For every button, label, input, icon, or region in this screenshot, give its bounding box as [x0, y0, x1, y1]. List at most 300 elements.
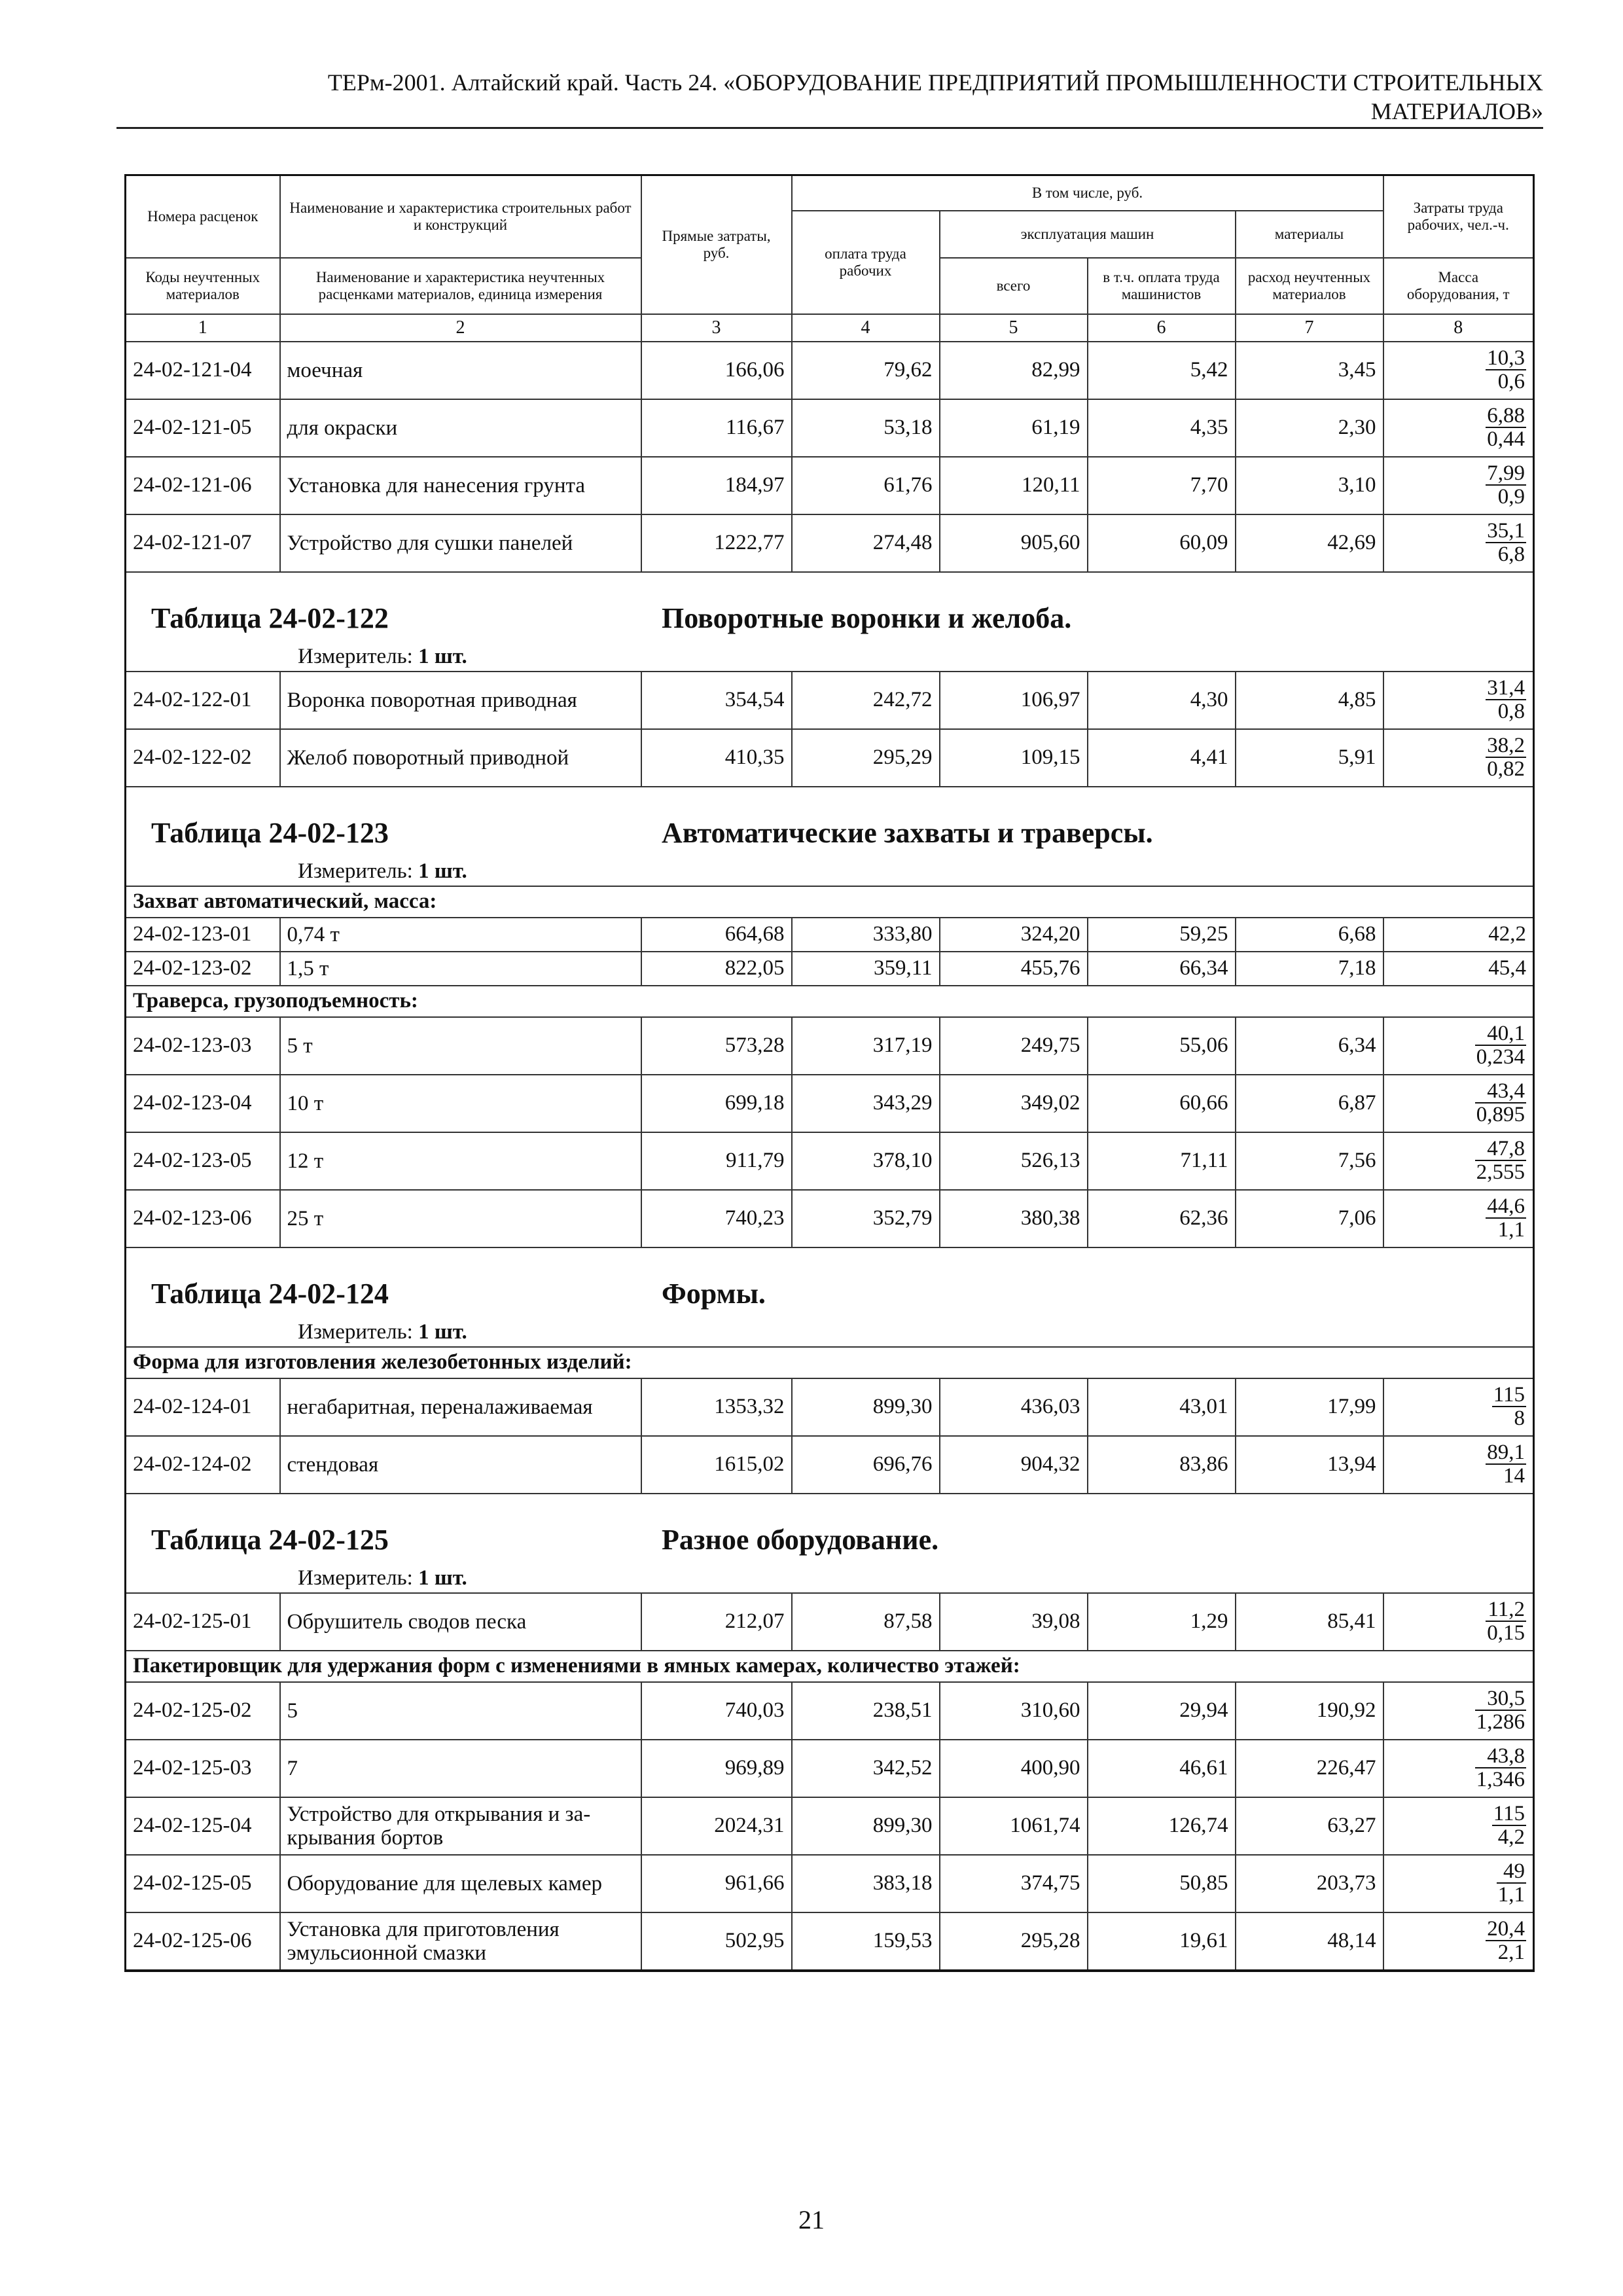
- group-heading: Траверса, грузоподъемность:: [126, 986, 1534, 1017]
- equipment-mass: 6,8: [1497, 542, 1525, 566]
- labor-hours: 20,4: [1487, 1916, 1525, 1941]
- materials: 63,27: [1236, 1797, 1383, 1855]
- table-row: [126, 729, 1534, 787]
- rate-code: 24-02-123-03: [126, 1017, 280, 1075]
- table-number: Таблица 24-02-125: [151, 1523, 389, 1556]
- materials: 3,10: [1236, 457, 1383, 514]
- table-title-cell: [126, 1247, 1534, 1347]
- machines-total: 526,13: [940, 1132, 1088, 1190]
- direct-costs: 969,89: [641, 1740, 792, 1797]
- table-row: [126, 1378, 1534, 1436]
- direct-costs: 166,06: [641, 342, 792, 399]
- table-row: [126, 918, 1534, 952]
- materials: 42,69: [1236, 514, 1383, 572]
- machines-wages: 71,11: [1088, 1132, 1236, 1190]
- machines-total: 324,20: [940, 918, 1088, 952]
- machines-total: 249,75: [940, 1017, 1088, 1075]
- col-number: 2: [280, 314, 641, 342]
- measure-unit: [298, 859, 467, 884]
- table-row: [126, 1075, 1534, 1132]
- machines-total: 349,02: [940, 1075, 1088, 1132]
- materials: 85,41: [1236, 1593, 1383, 1651]
- equipment-mass: 1,1: [1497, 1217, 1525, 1242]
- labor-hours: 35,1: [1487, 518, 1525, 543]
- labor-mass: [1383, 1075, 1534, 1132]
- rate-code: 24-02-125-04: [126, 1797, 280, 1855]
- work-name: Желоб поворотный приводной: [280, 729, 641, 787]
- wages: 53,18: [792, 399, 940, 457]
- machines-total: 310,60: [940, 1682, 1088, 1740]
- labor-mass: [1383, 1378, 1534, 1436]
- table-row: [126, 1017, 1534, 1075]
- col-machines: эксплуатация машин: [940, 211, 1236, 258]
- col-number: 1: [126, 314, 280, 342]
- machines-wages: 60,66: [1088, 1075, 1236, 1132]
- labor-mass: [1383, 1436, 1534, 1494]
- col-rate-number: Номера расценок: [126, 175, 280, 258]
- labor-hours: 115: [1493, 1801, 1525, 1825]
- measure-unit-value: 1 шт.: [418, 1319, 467, 1344]
- direct-costs: 573,28: [641, 1017, 792, 1075]
- work-name: 1,5 т: [280, 952, 641, 986]
- col-mass: Масса оборудования, т: [1383, 258, 1534, 314]
- materials: 6,87: [1236, 1075, 1383, 1132]
- wages: 61,76: [792, 457, 940, 514]
- labor-hours: 6,88: [1487, 403, 1525, 427]
- equipment-mass: 0,8: [1497, 699, 1525, 723]
- col-name-bottom: Наименование и характеристика неучтенных расценками материалов, единица измерения: [280, 258, 641, 314]
- work-name: 5 т: [280, 1017, 641, 1075]
- labor-mass-fraction: [1486, 677, 1526, 723]
- machines-total: 295,28: [940, 1912, 1088, 1971]
- materials: 5,91: [1236, 729, 1383, 787]
- machines-total: 82,99: [940, 342, 1088, 399]
- labor-hours: 31,4: [1487, 675, 1525, 700]
- wages: 352,79: [792, 1190, 940, 1247]
- labor-mass-fraction: [1475, 1687, 1526, 1733]
- materials: 13,94: [1236, 1436, 1383, 1494]
- table-number: Таблица 24-02-122: [151, 601, 389, 634]
- equipment-mass: 0,234: [1476, 1045, 1525, 1069]
- table-row: [126, 672, 1534, 729]
- labor-mass: [1383, 1912, 1534, 1971]
- labor-hours: 11,2: [1486, 1598, 1526, 1622]
- wages: 899,30: [792, 1797, 940, 1855]
- rate-code: 24-02-121-06: [126, 457, 280, 514]
- machines-wages: 1,29: [1088, 1593, 1236, 1651]
- table-name: Поворотные воронки и желоба.: [662, 601, 1072, 634]
- col-machines-wages: в т.ч. оплата труда машинистов: [1088, 258, 1236, 314]
- wages: 295,29: [792, 729, 940, 787]
- materials: 3,45: [1236, 342, 1383, 399]
- group-heading: Пакетировщик для удержания форм с изменениями в ямных камерах, количество этажей:: [126, 1651, 1534, 1682]
- machines-total: 106,97: [940, 672, 1088, 729]
- group-row: [126, 886, 1534, 918]
- col-direct-costs: Прямые затраты, руб.: [641, 175, 792, 314]
- header-line-2: МАТЕРИАЛОВ»: [1370, 98, 1543, 124]
- measure-unit-value: 1 шт.: [418, 859, 467, 883]
- measure-unit-label: Измеритель:: [298, 859, 413, 883]
- equipment-mass: 2,1: [1497, 1940, 1525, 1964]
- labor-mass-fraction: [1486, 404, 1526, 450]
- measure-unit-value: 1 шт.: [418, 644, 467, 668]
- direct-costs: 410,35: [641, 729, 792, 787]
- col-materials-usage: расход неучтенных материалов: [1236, 258, 1383, 314]
- table-row: [126, 1740, 1534, 1797]
- col-labor: Затраты труда рабочих, чел.-ч.: [1383, 175, 1534, 258]
- wages: 238,51: [792, 1682, 940, 1740]
- labor-mass-fraction: [1497, 1860, 1526, 1906]
- wages: 159,53: [792, 1912, 940, 1971]
- rate-code: 24-02-123-04: [126, 1075, 280, 1132]
- table-number: Таблица 24-02-124: [151, 1277, 389, 1310]
- equipment-mass: 2,555: [1476, 1160, 1525, 1184]
- rate-code: 24-02-125-02: [126, 1682, 280, 1740]
- col-number: 5: [940, 314, 1088, 342]
- labor-mass: [1383, 1797, 1534, 1855]
- machines-wages: 29,94: [1088, 1682, 1236, 1740]
- measure-unit-label: Измеритель:: [298, 1566, 413, 1590]
- direct-costs: 740,03: [641, 1682, 792, 1740]
- rate-code: 24-02-124-02: [126, 1436, 280, 1494]
- measure-unit: [298, 1320, 467, 1344]
- rate-code: 24-02-123-06: [126, 1190, 280, 1247]
- materials: 2,30: [1236, 399, 1383, 457]
- machines-wages: 66,34: [1088, 952, 1236, 986]
- table-title: [133, 1494, 1526, 1592]
- wages: 342,52: [792, 1740, 940, 1797]
- labor-mass-fraction: [1486, 520, 1526, 565]
- col-number: 7: [1236, 314, 1383, 342]
- rate-code: 24-02-123-05: [126, 1132, 280, 1190]
- wages: 899,30: [792, 1378, 940, 1436]
- col-wages: оплата труда рабочих: [792, 211, 940, 314]
- direct-costs: 961,66: [641, 1855, 792, 1912]
- table-row: [126, 1797, 1534, 1855]
- rate-code: 24-02-125-06: [126, 1912, 280, 1971]
- table-row: [126, 342, 1534, 399]
- labor-mass-fraction: [1486, 347, 1526, 393]
- labor-hours: 47,8: [1475, 1138, 1526, 1161]
- machines-wages: 19,61: [1088, 1912, 1236, 1971]
- work-name: 7: [280, 1740, 641, 1797]
- direct-costs: 822,05: [641, 952, 792, 986]
- table-row: [126, 514, 1534, 572]
- table-row: [126, 1436, 1534, 1494]
- header-divider: [116, 127, 1543, 129]
- machines-total: 380,38: [940, 1190, 1088, 1247]
- labor-mass-fraction: [1486, 734, 1526, 780]
- group-row: [126, 986, 1534, 1017]
- machines-wages: 7,70: [1088, 457, 1236, 514]
- machines-total: 120,11: [940, 457, 1088, 514]
- col-including: В том числе, руб.: [792, 175, 1383, 211]
- labor-mass-fraction: [1475, 1022, 1526, 1068]
- col-codes: Коды неучтенных материалов: [126, 258, 280, 314]
- materials: 203,73: [1236, 1855, 1383, 1912]
- wages: 79,62: [792, 342, 940, 399]
- table-number: Таблица 24-02-123: [151, 816, 389, 849]
- materials: 6,68: [1236, 918, 1383, 952]
- machines-total: 374,75: [940, 1855, 1088, 1912]
- work-name: негабаритная, переналаживаемая: [280, 1378, 641, 1436]
- table-row: [126, 1682, 1534, 1740]
- labor-mass-fraction: [1475, 1138, 1526, 1183]
- group-row: [126, 1651, 1534, 1682]
- materials: 7,56: [1236, 1132, 1383, 1190]
- measure-unit: [298, 1566, 467, 1590]
- equipment-mass: 8: [1514, 1406, 1525, 1430]
- table-title: [133, 1248, 1526, 1346]
- rate-code: 24-02-121-07: [126, 514, 280, 572]
- col-number: 3: [641, 314, 792, 342]
- wages: 359,11: [792, 952, 940, 986]
- table-row: [126, 399, 1534, 457]
- direct-costs: 740,23: [641, 1190, 792, 1247]
- rate-code: 24-02-123-02: [126, 952, 280, 986]
- table-row: [126, 1855, 1534, 1912]
- measure-unit: [298, 645, 467, 669]
- equipment-mass: 1,286: [1476, 1710, 1525, 1734]
- labor-hours: 44,6: [1487, 1194, 1525, 1218]
- labor-mass: [1383, 457, 1534, 514]
- wages: 274,48: [792, 514, 940, 572]
- machines-total: 455,76: [940, 952, 1088, 986]
- work-name: Воронка поворотная приводная: [280, 672, 641, 729]
- direct-costs: 184,97: [641, 457, 792, 514]
- direct-costs: 212,07: [641, 1593, 792, 1651]
- group-row: [126, 1347, 1534, 1378]
- table-title-row: [126, 1247, 1534, 1347]
- table-title-row: [126, 572, 1534, 672]
- col-number: 8: [1383, 314, 1534, 342]
- machines-wages: 59,25: [1088, 918, 1236, 952]
- rate-code: 24-02-125-03: [126, 1740, 280, 1797]
- materials: 6,34: [1236, 1017, 1383, 1075]
- group-heading: Захват автоматический, масса:: [126, 886, 1534, 918]
- table-row: [126, 1593, 1534, 1651]
- labor-mass: [1383, 514, 1534, 572]
- machines-total: 39,08: [940, 1593, 1088, 1651]
- labor-mass: [1383, 1740, 1534, 1797]
- table-title-cell: [126, 572, 1534, 672]
- labor-mass: [1383, 672, 1534, 729]
- direct-costs: 1615,02: [641, 1436, 792, 1494]
- equipment-mass: 4,2: [1497, 1825, 1525, 1849]
- machines-total: 436,03: [940, 1378, 1088, 1436]
- machines-wages: 43,01: [1088, 1378, 1236, 1436]
- col-machines-total: всего: [940, 258, 1088, 314]
- direct-costs: 502,95: [641, 1912, 792, 1971]
- work-name: Установка для приготовления эмульсионной смазки: [280, 1912, 641, 1971]
- table-title-cell: [126, 1494, 1534, 1593]
- work-name: Оборудование для щелевых камер: [280, 1855, 641, 1912]
- table-title-row: [126, 787, 1534, 886]
- wages: 696,76: [792, 1436, 940, 1494]
- measure-unit-value: 1 шт.: [418, 1566, 467, 1590]
- rate-code: 24-02-125-01: [126, 1593, 280, 1651]
- work-name: для окраски: [280, 399, 641, 457]
- machines-wages: 126,74: [1088, 1797, 1236, 1855]
- labor-mass-fraction: [1492, 1803, 1526, 1848]
- table-title: [133, 787, 1526, 886]
- machines-total: 904,32: [940, 1436, 1088, 1494]
- labor-mass-fraction: [1492, 1384, 1526, 1429]
- labor-mass-fraction: [1475, 1080, 1526, 1126]
- machines-wages: 4,30: [1088, 672, 1236, 729]
- machines-wages: 4,35: [1088, 399, 1236, 457]
- labor-mass: [1383, 1682, 1534, 1740]
- direct-costs: 1222,77: [641, 514, 792, 572]
- labor-hours: 7,99: [1487, 461, 1525, 485]
- rate-code: 24-02-124-01: [126, 1378, 280, 1436]
- labor-mass-fraction: [1486, 1598, 1526, 1644]
- materials: 7,18: [1236, 952, 1383, 986]
- col-number: 6: [1088, 314, 1236, 342]
- equipment-mass: 0,82: [1487, 757, 1525, 781]
- labor-hours: 115: [1493, 1382, 1525, 1407]
- page-number: 21: [798, 2205, 825, 2234]
- wages: 343,29: [792, 1075, 940, 1132]
- machines-total: 109,15: [940, 729, 1088, 787]
- direct-costs: 699,18: [641, 1075, 792, 1132]
- rate-code: 24-02-122-02: [126, 729, 280, 787]
- measure-unit-label: Измеритель:: [298, 644, 413, 668]
- equipment-mass: 0,6: [1497, 369, 1525, 393]
- machines-total: 61,19: [940, 399, 1088, 457]
- equipment-mass: 0,44: [1487, 427, 1525, 451]
- machines-wages: 5,42: [1088, 342, 1236, 399]
- col-materials: материалы: [1236, 211, 1383, 258]
- machines-wages: 83,86: [1088, 1436, 1236, 1494]
- work-name: Устройство для сушки панелей: [280, 514, 641, 572]
- direct-costs: 116,67: [641, 399, 792, 457]
- machines-wages: 62,36: [1088, 1190, 1236, 1247]
- work-name: 25 т: [280, 1190, 641, 1247]
- table-row: [126, 457, 1534, 514]
- rates-table: [124, 174, 1535, 1972]
- direct-costs: 1353,32: [641, 1378, 792, 1436]
- col-name-top: Наименование и характеристика строительных работ и конструкций: [280, 175, 641, 258]
- work-name: моечная: [280, 342, 641, 399]
- labor-hours: 42,2: [1383, 918, 1534, 952]
- work-name: 5: [280, 1682, 641, 1740]
- rate-code: 24-02-123-01: [126, 918, 280, 952]
- labor-hours: 30,5: [1475, 1687, 1526, 1711]
- direct-costs: 2024,31: [641, 1797, 792, 1855]
- table-row: [126, 952, 1534, 986]
- machines-wages: 50,85: [1088, 1855, 1236, 1912]
- machines-wages: 4,41: [1088, 729, 1236, 787]
- labor-mass: [1383, 1132, 1534, 1190]
- equipment-mass: 14: [1503, 1463, 1525, 1488]
- labor-hours: 40,1: [1475, 1022, 1526, 1046]
- equipment-mass: 1,346: [1476, 1767, 1525, 1791]
- work-name: Устройство для открывания и закрывания бортов: [280, 1797, 641, 1855]
- machines-total: 400,90: [940, 1740, 1088, 1797]
- equipment-mass: 0,895: [1476, 1102, 1525, 1126]
- table-row: [126, 1190, 1534, 1247]
- measure-unit-label: Измеритель:: [298, 1319, 413, 1344]
- labor-mass-fraction: [1486, 1441, 1526, 1487]
- machines-wages: 55,06: [1088, 1017, 1236, 1075]
- machines-total: 1061,74: [940, 1797, 1088, 1855]
- labor-mass-fraction: [1486, 462, 1526, 508]
- page-header: [116, 68, 1543, 126]
- work-name: Обрушитель сводов песка: [280, 1593, 641, 1651]
- work-name: 10 т: [280, 1075, 641, 1132]
- labor-hours: 43,8: [1475, 1745, 1526, 1768]
- work-name: Установка для нанесения грунта: [280, 457, 641, 514]
- table-name: Формы.: [662, 1277, 766, 1310]
- table-row: [126, 1132, 1534, 1190]
- labor-hours: 45,4: [1383, 952, 1534, 986]
- table-name: Автоматические захваты и траверсы.: [662, 816, 1153, 849]
- materials: 7,06: [1236, 1190, 1383, 1247]
- table-row: [126, 1912, 1534, 1971]
- rate-code: 24-02-125-05: [126, 1855, 280, 1912]
- rate-code: 24-02-122-01: [126, 672, 280, 729]
- group-heading: Форма для изготовления железобетонных изделий:: [126, 1347, 1534, 1378]
- wages: 378,10: [792, 1132, 940, 1190]
- equipment-mass: 0,15: [1487, 1621, 1525, 1645]
- equipment-mass: 0,9: [1497, 484, 1525, 509]
- labor-mass: [1383, 1593, 1534, 1651]
- labor-mass: [1383, 1017, 1534, 1075]
- equipment-mass: 1,1: [1497, 1882, 1525, 1907]
- header-line-1: ТЕРм-2001. Алтайский край. Часть 24. «ОБОРУДОВАНИЕ ПРЕДПРИЯТИЙ ПРОМЫШЛЕННОСТИ СТРОИТЕЛЬНЫХ: [327, 69, 1543, 96]
- table-name: Разное оборудование.: [662, 1523, 939, 1556]
- wages: 383,18: [792, 1855, 940, 1912]
- labor-hours: 10,3: [1487, 346, 1525, 370]
- table-title-cell: [126, 787, 1534, 886]
- direct-costs: 911,79: [641, 1132, 792, 1190]
- table-title: [133, 573, 1526, 671]
- labor-mass: [1383, 729, 1534, 787]
- direct-costs: 354,54: [641, 672, 792, 729]
- rate-code: 24-02-121-04: [126, 342, 280, 399]
- work-name: стендовая: [280, 1436, 641, 1494]
- rate-code: 24-02-121-05: [126, 399, 280, 457]
- materials: 17,99: [1236, 1378, 1383, 1436]
- wages: 242,72: [792, 672, 940, 729]
- materials: 48,14: [1236, 1912, 1383, 1971]
- labor-mass: [1383, 399, 1534, 457]
- labor-mass: [1383, 1855, 1534, 1912]
- labor-mass: [1383, 1190, 1534, 1247]
- direct-costs: 664,68: [641, 918, 792, 952]
- wages: 317,19: [792, 1017, 940, 1075]
- materials: 190,92: [1236, 1682, 1383, 1740]
- work-name: 12 т: [280, 1132, 641, 1190]
- table-title-row: [126, 1494, 1534, 1593]
- materials: 226,47: [1236, 1740, 1383, 1797]
- work-name: 0,74 т: [280, 918, 641, 952]
- wages: 87,58: [792, 1593, 940, 1651]
- labor-mass-fraction: [1486, 1918, 1526, 1964]
- labor-mass-fraction: [1486, 1195, 1526, 1241]
- machines-wages: 60,09: [1088, 514, 1236, 572]
- labor-hours: 49: [1497, 1860, 1526, 1884]
- labor-mass: [1383, 342, 1534, 399]
- labor-hours: 89,1: [1487, 1440, 1525, 1464]
- wages: 333,80: [792, 918, 940, 952]
- labor-hours: 38,2: [1487, 733, 1525, 757]
- machines-total: 905,60: [940, 514, 1088, 572]
- machines-wages: 46,61: [1088, 1740, 1236, 1797]
- col-number: 4: [792, 314, 940, 342]
- labor-hours: 43,4: [1475, 1080, 1526, 1103]
